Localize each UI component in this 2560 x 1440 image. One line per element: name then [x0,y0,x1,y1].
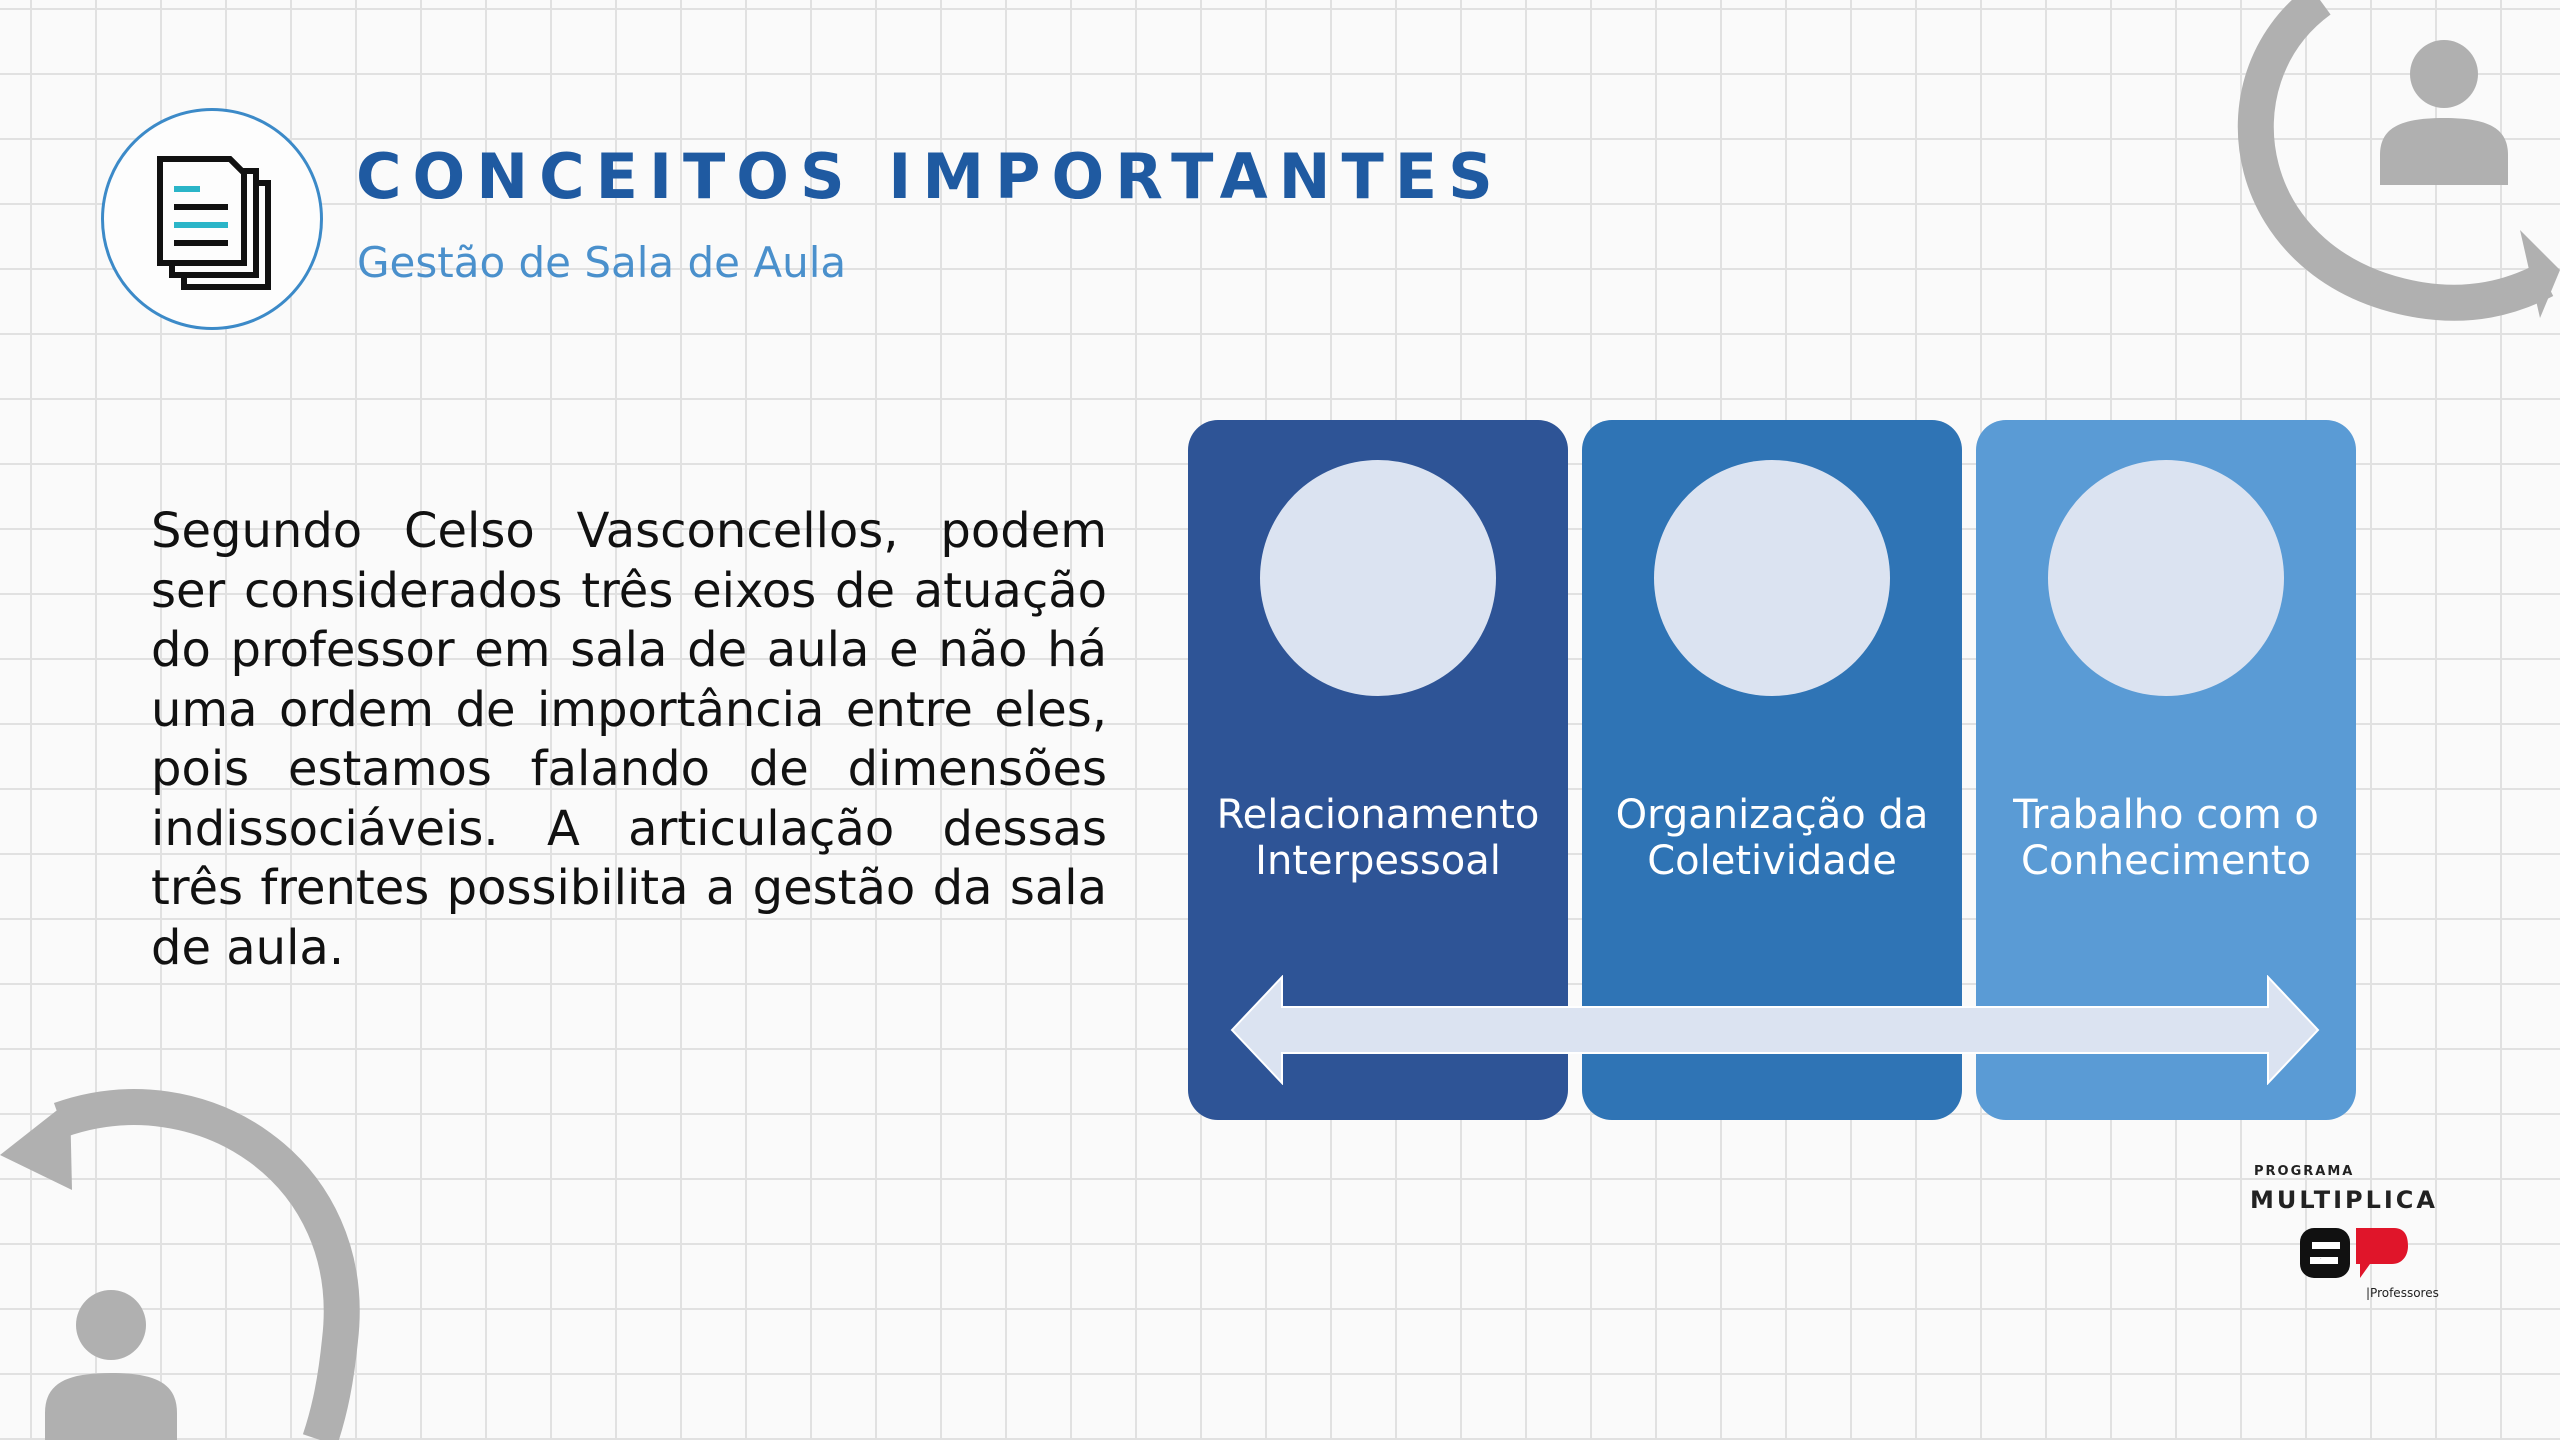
body-paragraph: Segundo Celso Vasconcellos, podem ser considerados três eixos de atuação do professor em sala de aula e não há uma ordem de importância entre eles, pois estamos falando de dimensões indissociáveis. A articulação dessas três frentes possibilita a gestão da sala de aula. [151,503,1107,976]
card-label-line: Conhecimento [2021,838,2311,884]
card-circle [2048,460,2284,696]
page-title: CONCEITOS IMPORTANTES [356,140,1504,213]
card-label [1976,792,2356,884]
person-icon [2370,30,2510,190]
card-label-line: Trabalho com o [2013,792,2319,838]
card-label [1188,792,1568,884]
documents-icon [104,111,320,327]
logo-main-text: MULTIPLICA [2250,1186,2438,1214]
sp-logo-mark [2298,1224,2408,1286]
card-circle [1260,460,1496,696]
card-circle [1654,460,1890,696]
documents-icon-badge [101,108,323,330]
double-headed-arrow [1230,975,2320,1085]
page-subtitle: Gestão de Sala de Aula [357,238,847,287]
card-label-line: Relacionamento [1216,792,1540,838]
card-label-line: Interpessoal [1255,838,1501,884]
card-label [1582,792,1962,884]
card-label-line: Organização da [1615,792,1929,838]
logo-top-text: PROGRAMA [2254,1164,2355,1179]
person-icon [35,1285,185,1440]
card-label-line: Coletividade [1647,838,1897,884]
programa-multiplica-logo [2250,1160,2470,1310]
logo-sub-text: |Professores [2366,1286,2439,1300]
logo-mark-text: SP [2320,1259,2322,1260]
